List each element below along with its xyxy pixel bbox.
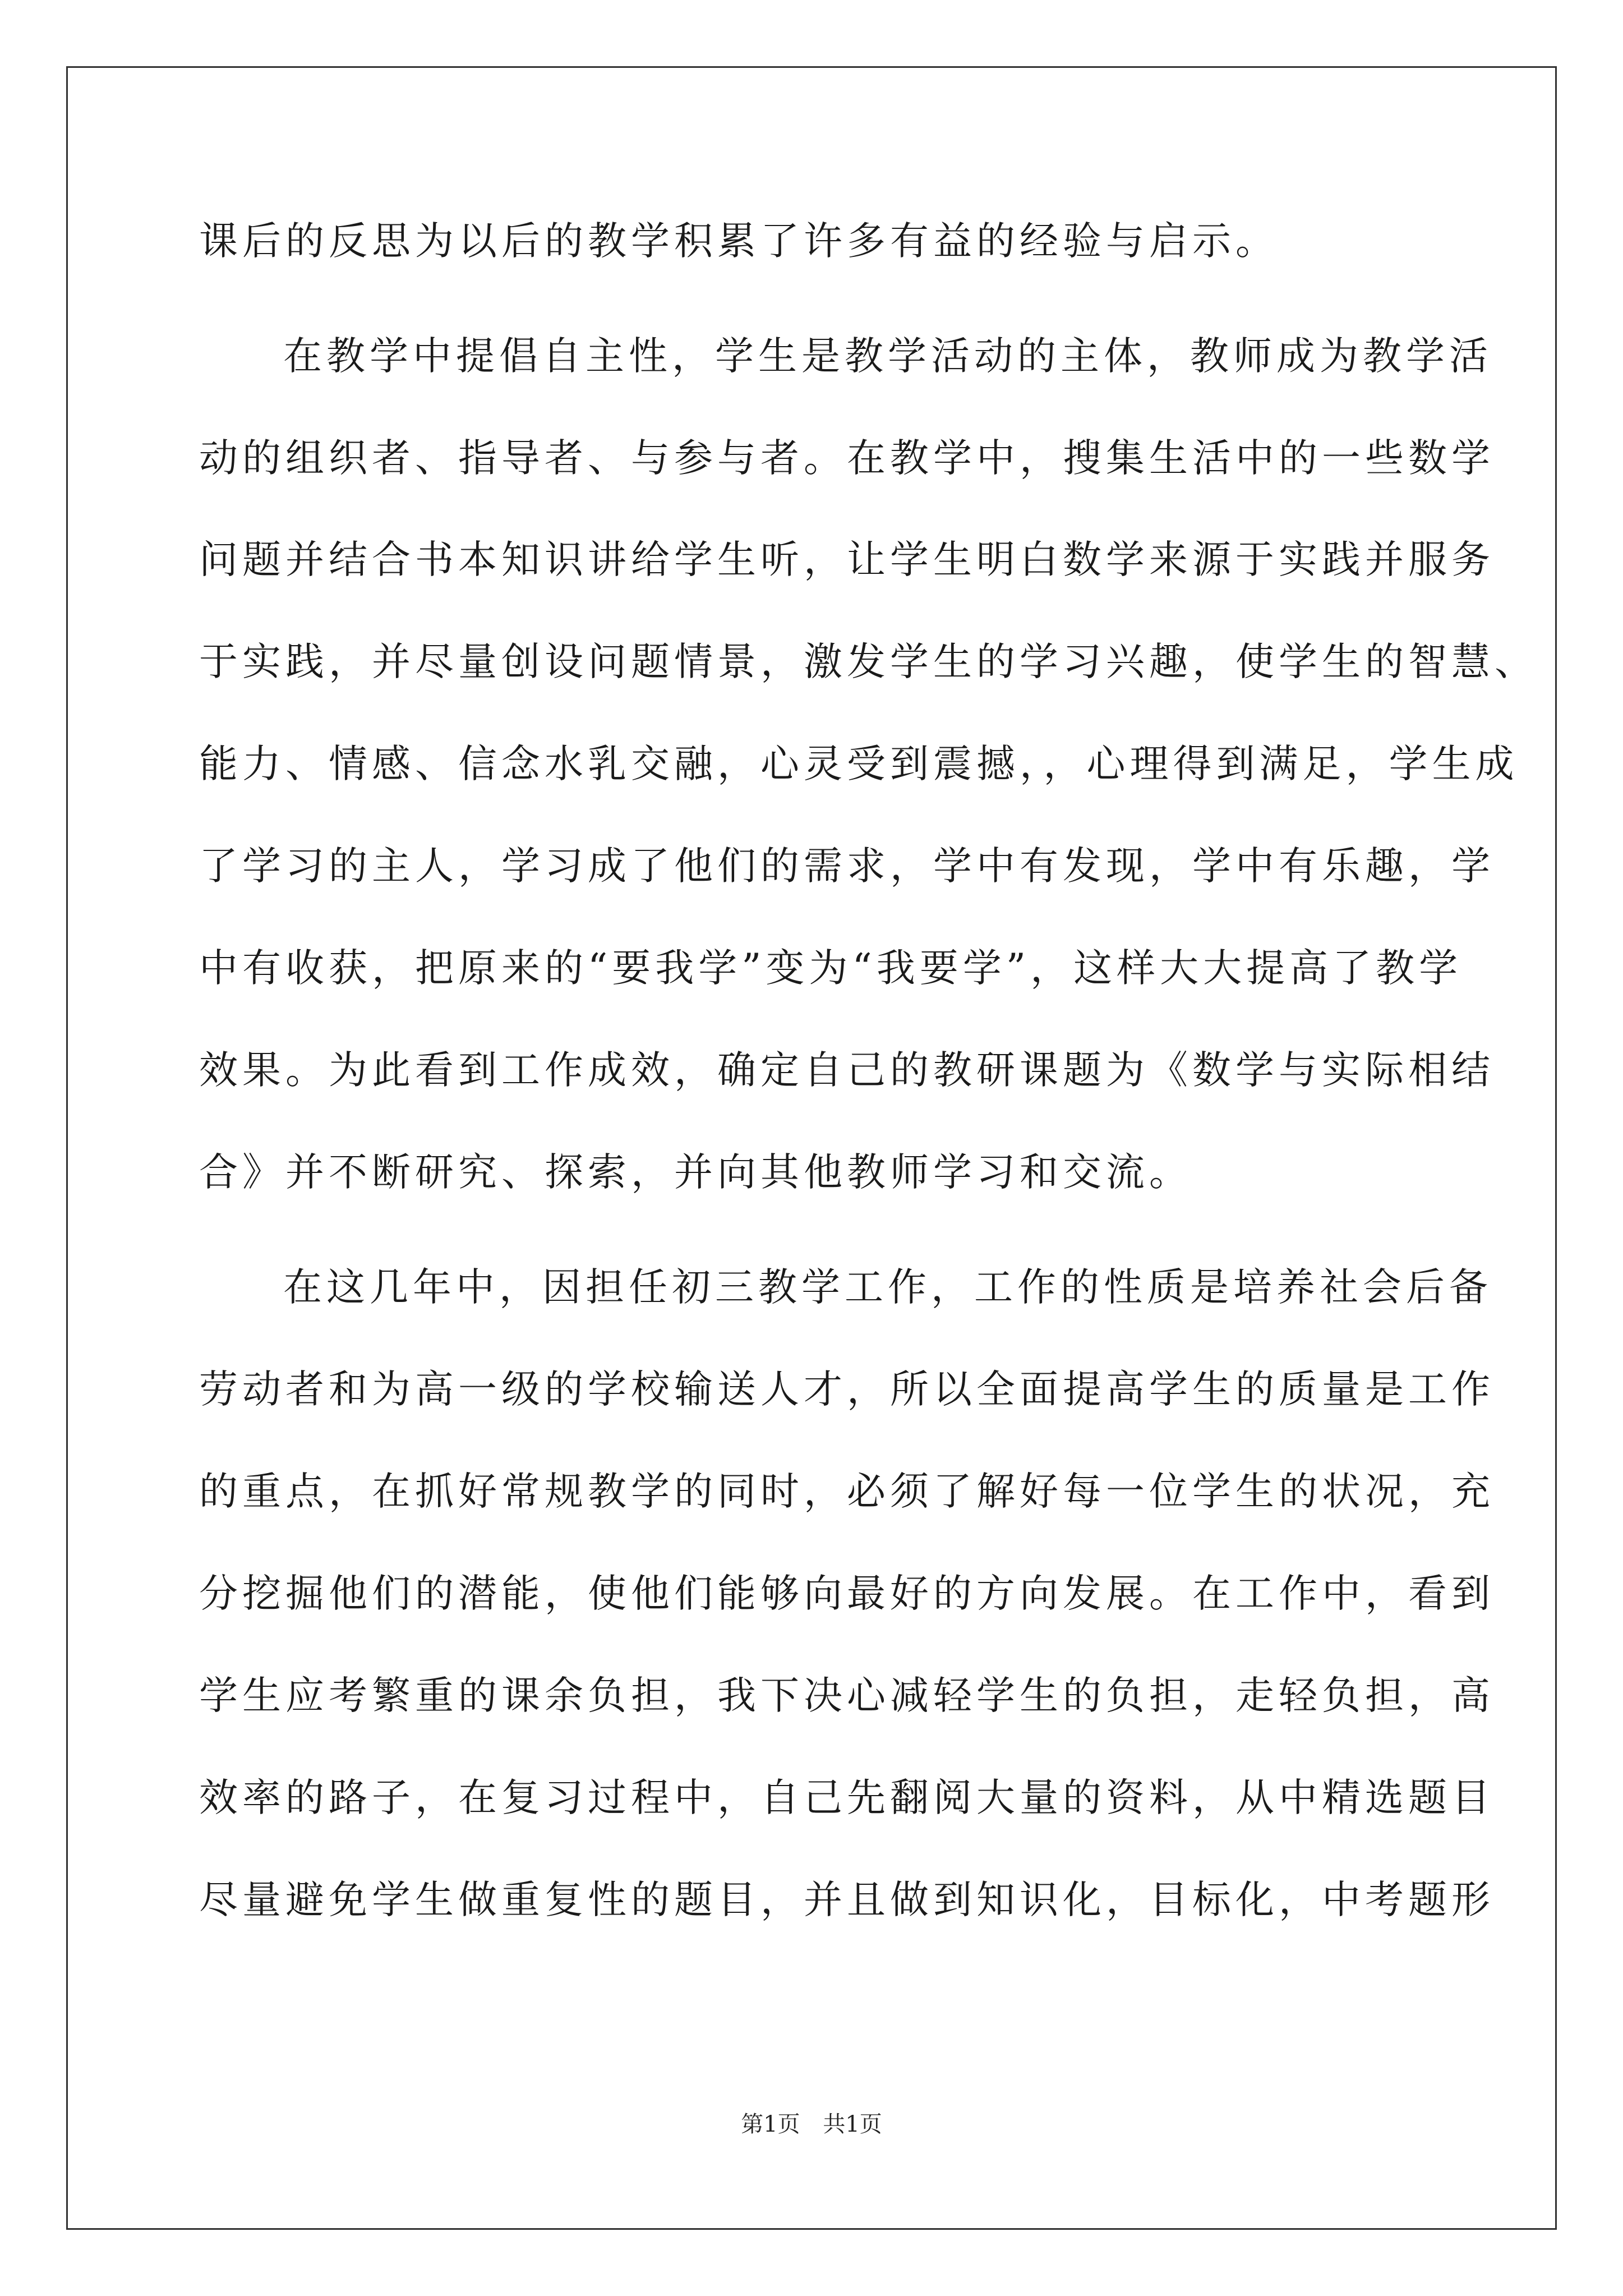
text-line: 分挖掘他们的潜能，使他们能够向最好的方向发展。在工作中，看到 xyxy=(199,1571,1495,1616)
text-line: 了学习的主人，学习成了他们的需求，学中有发现，学中有乐趣，学 xyxy=(199,844,1495,889)
text-line: 的重点，在抓好常规教学的同时，必须了解好每一位学生的状况，充 xyxy=(199,1469,1495,1514)
text-line: 尽量避免学生做重复性的题目，并且做到知识化，目标化，中考题形 xyxy=(199,1878,1495,1922)
page-total: 共1页 xyxy=(823,2111,882,2137)
text-line: 效率的路子，在复习过程中，自己先翻阅大量的资料，从中精选题目 xyxy=(199,1775,1495,1820)
text-line: 合》并不断研究、探索，并向其他教师学习和交流。 xyxy=(199,1150,1192,1195)
text-line: 动的组织者、指导者、与参与者。在教学中，搜集生活中的一些数学 xyxy=(199,436,1495,481)
text-line: 能力、情感、信念水乳交融，心灵受到震撼，，心理得到满足，学生成 xyxy=(199,742,1519,786)
text-line: 中有收获，把原来的“要我学”变为“我要学”，这样大大提高了教学 xyxy=(199,946,1463,991)
text-line: 问题并结合书本知识讲给学生听，让学生明白数学来源于实践并服务 xyxy=(199,537,1495,582)
text-line: 学生应考繁重的课余负担，我下决心减轻学生的负担，走轻负担，高 xyxy=(199,1673,1495,1718)
text-line: 课后的反思为以后的教学积累了许多有益的经验与启示。 xyxy=(199,219,1279,264)
text-line: 效果。为此看到工作成效，确定自己的教研课题为《数学与实际相结 xyxy=(199,1048,1495,1093)
text-line: 于实践，并尽量创设问题情景，激发学生的学习兴趣，使学生的智慧、 xyxy=(199,639,1538,684)
page-footer xyxy=(0,2110,1623,2138)
paragraph-start-line: 在教学中提倡自主性，学生是教学活动的主体，教师成为教学活 xyxy=(283,334,1492,379)
paragraph-start-line: 在这几年中，因担任初三教学工作，工作的性质是培养社会后备 xyxy=(283,1265,1492,1310)
page-number: 第1页 xyxy=(741,2111,800,2137)
text-line: 劳动者和为高一级的学校输送人才，所以全面提高学生的质量是工作 xyxy=(199,1367,1495,1412)
